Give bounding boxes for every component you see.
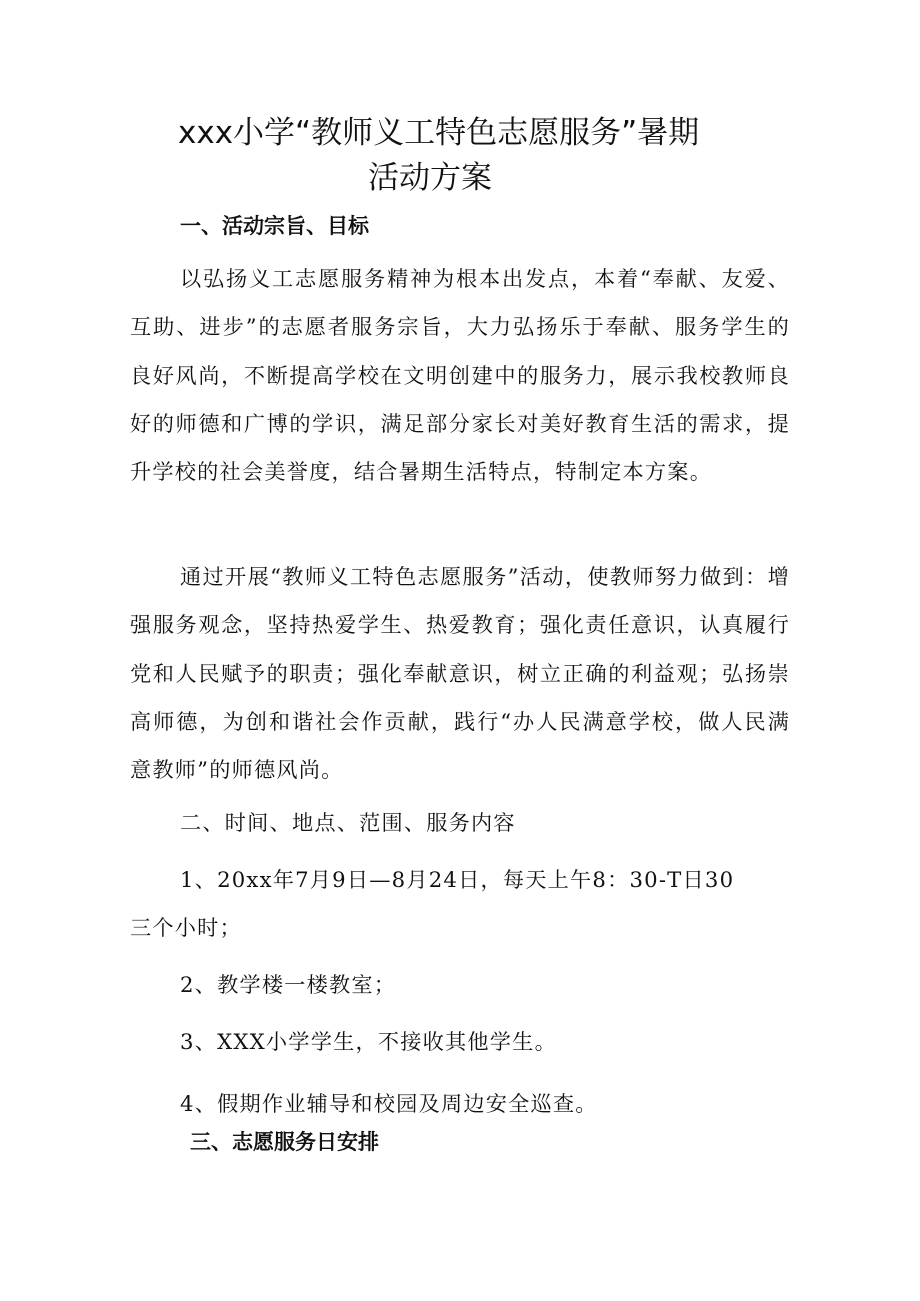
list-item-scope: 3、XXX小学学生，不接收其他学生。 [180, 1029, 557, 1054]
section1-heading: 一、活动宗旨、目标 [180, 214, 369, 238]
document-title-line2: 活动方案 [368, 160, 492, 196]
section1-paragraph1: 以弘扬义工志愿服务精神为根本出发点，本着“奉献、友爱、互助、进步”的志愿者服务宗旨，大力弘扬乐于奉献、服务学生的良好风尚，不断提高学校在文明创建中的服务力，展示我校教师良好的师德和广博的学识，满足部分家长对美好教育生活的需求，提升学校的社会美誉度，结合暑期生活特点，特制定本方案。 [130, 266, 790, 485]
list-item-time: 1、20xx年7月9日—8月24日，每天上午8：30-T日30 [180, 867, 735, 892]
section3-heading: 三、志愿服务日安排 [190, 1130, 379, 1154]
list-item-content: 4、假期作业辅导和校园及周边安全巡查。 [180, 1091, 598, 1116]
list-item-location: 2、教学楼一楼教室； [180, 972, 397, 997]
list-item-time-continued: 三个小时； [130, 915, 242, 940]
document-title-line1: xxx小学“教师义工特色志愿服务”暑期 [178, 115, 700, 151]
section1-paragraph2: 通过开展“教师义工特色志愿服务”活动，使教师努力做到：增强服务观念，坚持热爱学生、热爱教育；强化责任意识，认真履行党和人民赋予的职责；强化奉献意识，树立正确的利益观；弘扬崇高师德，为创和谐社会作贡献，践行“办人民满意学校，做人民满意教师”的师德风尚。 [130, 564, 790, 783]
section2-heading: 二、时间、地点、范围、服务内容 [180, 810, 516, 835]
